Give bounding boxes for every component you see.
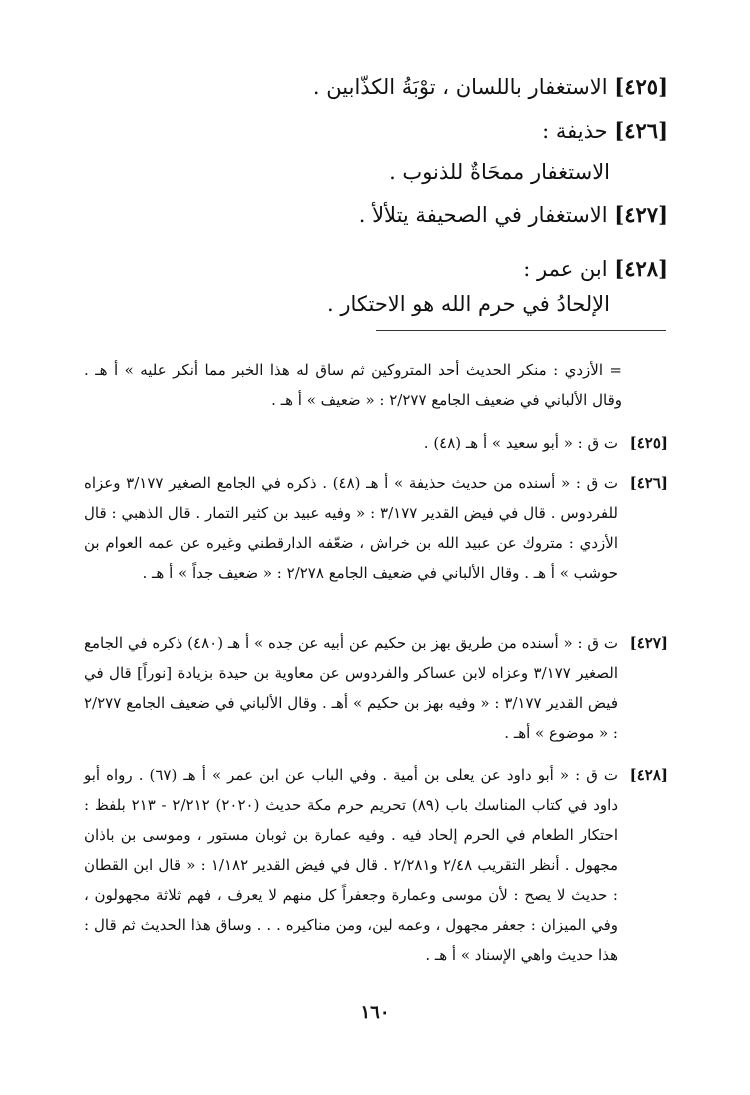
page-number: ١٦٠ xyxy=(360,1002,390,1023)
entry-text: حذيفة : xyxy=(542,119,608,143)
entry-text: الاستغفار في الصحيفة يتلألأ . xyxy=(358,203,608,227)
footnote-text: ت ق : « أبو سعيد » أ هـ (٤٨) . xyxy=(423,434,618,452)
entry-428 xyxy=(523,256,668,281)
footnote-number: [٤٢٨] xyxy=(629,766,668,784)
entry-text: ابن عمر : xyxy=(523,257,608,281)
entry-number: [٤٢٥] xyxy=(614,74,668,99)
footnote-text: ت ق : « أسنده من طريق بهز بن حكيم عن أبيه عن جده » أ هـ (٤٨٠) ذكره في الجامع الصغير ٣/١٧٧ وعزاه لابن عساكر والفردوس عن معاوية بن حيدة بزيادة [نوراً] قال في فيض القدير ٣/١٧٧ : « وفيه بهز بن حكيم » أهـ . وقال الألباني في ضعيف الجامع ٢/٢٧٧ : « موضوع » أهـ . xyxy=(84,634,618,742)
entry-text: الاستغفار باللسان ، توْبَةُ الكذّابين . xyxy=(312,75,608,99)
footnote-number: [٤٢٦] xyxy=(629,474,668,492)
entry-426 xyxy=(542,118,668,143)
footnote-number: [٤٢٥] xyxy=(629,434,668,452)
footnote-text: ت ق : « أبو داود عن يعلى بن أمية . وفي الباب عن ابن عمر » أ هـ (٦٧) . رواه أبو داود في كتاب المناسك باب (٨٩) تحريم حرم مكة حديث (٢٠٢٠) ٢/٢١٢ - ٢١٣ بلفظ : احتكار الطعام في الحرم إلحاد فيه . وفيه عمارة بن ثوبان مستور ، وموسى بن باذان مجهول . أنظر التقريب ٢/٤٨ و٢/٢٨١ . قال في فيض القدير ١/١٨٢ : « قال ابن القطان : حديث لا يصح : لأن موسى وعمارة وجعفراً كل منهم لا يعرف ، فهم ثلاثة مجهولون ، وفي الميزان : جعفر مجهول ، وعمه لين، ومن مناكيره . . . وساق هذا الحديث ثم قال : هذا حديث واهي الإسناد » أ هـ . xyxy=(84,766,619,964)
entry-428-quote: الإلحادُ في حرم الله هو الاحتكار . xyxy=(327,292,610,316)
footnote-divider xyxy=(376,330,666,331)
entry-427 xyxy=(359,202,668,227)
entry-425 xyxy=(313,74,668,99)
footnote-text: ت ق : « أسنده من حديث حذيفة » أ هـ (٤٨) . ذكره في الجامع الصغير ٣/١٧٧ وعزاه للفردوس . قال في فيض القدير ٣/١٧٧ : « وفيه عبيد بن كثير التمار . قال الذهبي : قال الأزدي : متروك عن عبيد الله بن خراش ، ضعّفه الدارقطني وغيره عن عمه العوام بن حوشب » أ هـ . وقال الألباني في ضعيف الجامع ٢/٢٧٨ : « ضعيف جداً » أ هـ . xyxy=(84,474,618,582)
continued-footnote: = الأزدي : منكر الحديث أحد المتروكين ثم ساق له هذا الخبر مما أنكر عليه » أ هـ . وقال الألباني في ضعيف الجامع ٢/٢٧٧ : « ضعيف » أ هـ . xyxy=(84,361,622,409)
footnote-number: [٤٢٧] xyxy=(629,634,668,652)
entry-number: [٤٢٨] xyxy=(614,256,668,281)
entry-number: [٤٢٧] xyxy=(614,202,668,227)
entry-number: [٤٢٦] xyxy=(614,118,668,143)
entry-426-quote: الاستغفار ممحَاةٌ للذنوب . xyxy=(389,160,610,184)
